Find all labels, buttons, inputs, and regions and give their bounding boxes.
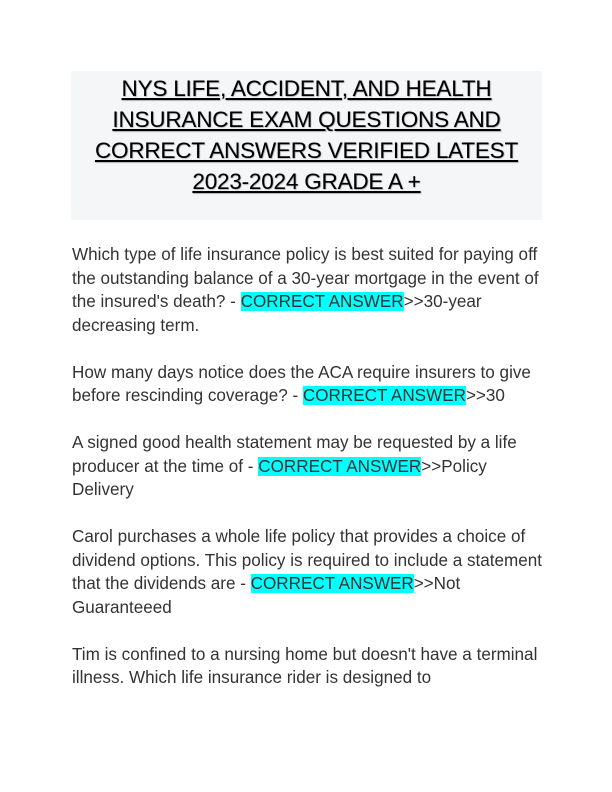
- qa-item: [72, 525, 548, 619]
- correct-answer-marker: CORRECT ANSWER: [302, 386, 466, 405]
- qa-item: [72, 361, 548, 408]
- question-text: Which type of life insurance policy is best suited for paying off the outstanding balance of a 30-year mortgage in the event of the insured's death? -: [72, 245, 539, 311]
- question-text: Carol purchases a whole life policy that provides a choice of dividend options. This policy is required to include a statement that the dividends are -: [72, 527, 543, 593]
- document-title: NYS LIFE, ACCIDENT, AND HEALTH INSURANCE EXAM QUESTIONS AND CORRECT ANSWERS VERIFIED LATEST 2023-2024 GRADE A +: [94, 76, 519, 194]
- answer-text: >>Policy Delivery: [72, 456, 487, 499]
- answer-text: >>30-year decreasing term.: [72, 292, 482, 335]
- qa-item: [72, 243, 548, 337]
- answer-text: >>Not Guaranteeed: [72, 574, 461, 617]
- title-banner: [71, 71, 542, 220]
- qa-item: [72, 643, 548, 690]
- qa-item: [72, 431, 548, 502]
- correct-answer-marker: CORRECT ANSWER: [240, 292, 404, 311]
- answer-text: >>30: [465, 386, 505, 405]
- correct-answer-marker: CORRECT ANSWER: [258, 456, 422, 476]
- qa-list: [72, 243, 548, 713]
- question-text: How many days notice does the ACA require insurers to give before rescinding coverage? -: [72, 362, 531, 405]
- correct-answer-marker: CORRECT ANSWER: [250, 574, 414, 593]
- question-text: Tim is confined to a nursing home but doesn't have a terminal illness. Which life insurance rider is designed to: [72, 644, 538, 687]
- question-text: A signed good health statement may be requested by a life producer at the time of -: [72, 433, 517, 476]
